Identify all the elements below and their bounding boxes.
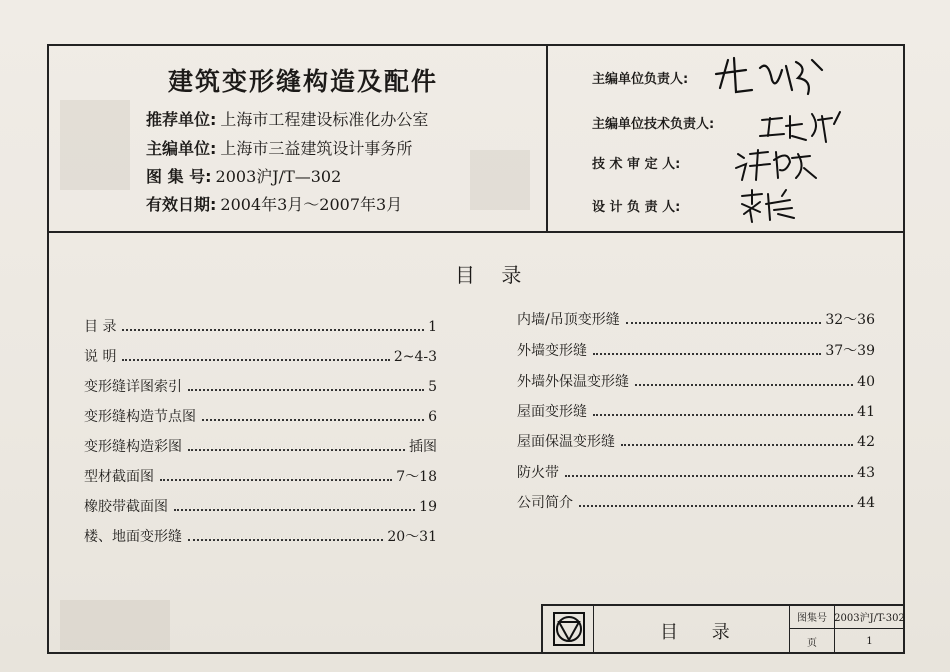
logo-icon [551, 610, 587, 648]
toc-item-title: 说 明 [84, 349, 117, 365]
toc-leader-dots [174, 508, 415, 511]
toc-item [517, 340, 875, 360]
toc-leader-dots [202, 418, 424, 421]
toc-leader-dots [635, 383, 853, 386]
toc-leader-dots [621, 443, 853, 446]
title-block-left [541, 604, 543, 654]
design-lead-label: 设 计 负 责 人: [592, 200, 681, 215]
toc-leader-dots [579, 504, 853, 507]
toc-leader-dots [626, 321, 822, 324]
toc-item-page: 插图 [409, 439, 437, 455]
toc-item-page: 43 [857, 465, 875, 481]
toc-leader-dots [188, 448, 405, 451]
toc-item [84, 466, 437, 486]
toc-leader-dots [188, 388, 424, 391]
header-column-base [546, 231, 905, 233]
toc-item-title: 防火带 [517, 465, 559, 481]
toc-item-page: 44 [857, 495, 875, 511]
toc-item [84, 526, 437, 546]
signature-technical-head [756, 106, 846, 146]
toc-item [517, 371, 875, 391]
toc-leader-dots [593, 413, 853, 416]
toc-item-title: 外墙变形缝 [517, 343, 587, 359]
toc-leader-dots [593, 352, 821, 355]
toc-leader-dots [122, 358, 389, 361]
toc-item-page: 19 [419, 499, 437, 515]
recommend-unit-row [146, 107, 428, 130]
valid-date-label: 有效日期: [146, 195, 217, 214]
atlas-number-row [146, 164, 341, 187]
toc-item-page: 37～39 [825, 343, 875, 359]
editor-unit-head-label: 主编单位负责人: [592, 72, 689, 87]
toc-item-page: 20～31 [387, 529, 437, 545]
technical-reviewer-label: 技 术 审 定 人: [592, 157, 681, 172]
recommend-unit-value: 上海市工程建设标准化办公室 [220, 110, 429, 129]
toc-item [84, 406, 437, 426]
toc-item-title: 外墙外保温变形缝 [517, 374, 629, 390]
atlas-number-label-cell: 图集号 [789, 604, 835, 629]
header-column-divider [546, 44, 548, 232]
toc-item [84, 316, 437, 336]
valid-date-row [146, 192, 402, 215]
page-value-cell: 1 [834, 628, 905, 654]
toc-item [517, 401, 875, 421]
editor-unit-row [146, 136, 412, 159]
toc-item-title: 型材截面图 [84, 469, 154, 485]
toc-item-title: 变形缝构造彩图 [84, 439, 182, 455]
atlas-number-value-cell: 2003沪J/T-302 [834, 604, 905, 629]
toc-item-page: 41 [857, 404, 875, 420]
toc-item-title: 目 录 [84, 319, 117, 335]
toc-leader-dots [160, 478, 392, 481]
toc-item-page: 6 [428, 409, 437, 425]
toc-item-page: 5 [428, 379, 437, 395]
recommend-unit-label: 推荐单位: [146, 110, 217, 129]
signature-editor-unit-head [712, 50, 832, 100]
valid-date-value: 2004年3月～2007年3月 [220, 195, 403, 214]
toc-item-page: 1 [428, 319, 437, 335]
toc-item [84, 436, 437, 456]
toc-leader-dots [565, 474, 853, 477]
editor-unit-label: 主编单位: [146, 139, 217, 158]
toc-heading: 目 录 [455, 263, 532, 287]
toc-item-page: 7～18 [396, 469, 437, 485]
toc-item-title: 内墙/吊顶变形缝 [517, 312, 620, 328]
toc-item [517, 462, 875, 482]
atlas-number-value: 2003沪J/T—302 [215, 167, 342, 186]
toc-item-title: 变形缝构造节点图 [84, 409, 196, 425]
toc-item [517, 492, 875, 512]
toc-leader-dots [188, 538, 383, 541]
toc-item-title: 屋面变形缝 [517, 404, 587, 420]
toc-item-page: 42 [857, 434, 875, 450]
toc-item-title: 楼、地面变形缝 [84, 529, 182, 545]
toc-item-title: 公司简介 [517, 495, 573, 511]
page-label-cell: 页 [789, 628, 835, 654]
toc-leader-dots [122, 328, 424, 331]
toc-item [84, 376, 437, 396]
title-block-title: 目 录 [660, 622, 744, 643]
technical-head-label: 主编单位技术负责人: [592, 117, 715, 132]
toc-item [517, 309, 875, 329]
signature-technical-reviewer [734, 144, 824, 184]
toc-item [84, 496, 437, 516]
toc-item-page: 32～36 [825, 312, 875, 328]
editor-unit-value: 上海市三益建筑设计事务所 [220, 139, 413, 158]
atlas-title: 建筑变形缝构造及配件 [168, 67, 439, 96]
toc-item [84, 346, 437, 366]
signature-design-lead [738, 186, 798, 224]
atlas-number-label: 图 集 号: [146, 167, 212, 186]
toc-item-page: 2~4-3 [393, 349, 437, 365]
toc-item-title: 屋面保温变形缝 [517, 434, 615, 450]
toc-item-title: 橡胶带截面图 [84, 499, 168, 515]
toc-item-page: 40 [857, 374, 875, 390]
title-block-logo-divider [593, 604, 594, 654]
toc-item [517, 431, 875, 451]
toc-item-title: 变形缝详图索引 [84, 379, 182, 395]
